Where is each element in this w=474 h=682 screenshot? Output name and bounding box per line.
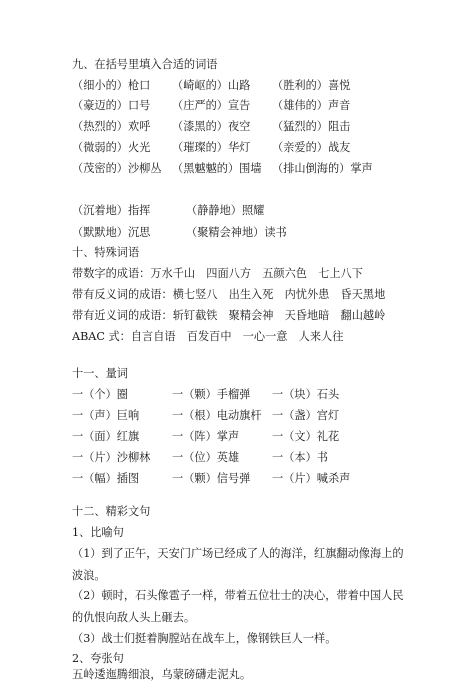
- measure-word-item: 一（幅）插图: [72, 472, 140, 485]
- idiom-line-numbers: 带数字的成语：万水千山 四面八方 五颜六色 七上八下: [72, 267, 363, 280]
- word-pair: （豪迈的）口号: [72, 99, 151, 112]
- measure-word-item: 一（片）沙柳林: [72, 451, 151, 464]
- word-pair: （热烈的）欢呼: [72, 120, 151, 133]
- example-sentence-1: （1）到了正午，天安门广场已经成了人的海洋，红旗翻动像海上的波浪。: [72, 547, 404, 582]
- section-12-heading: 十二、精彩文句: [72, 505, 151, 518]
- measure-word-item: 一（位）英雄: [172, 451, 240, 464]
- idiom-line-abac: ABAC 式：自言自语 百发百中 一心一意 人来人往: [72, 330, 344, 343]
- word-pair: （漆黑的）夜空: [172, 120, 251, 133]
- word-pair: （静静地）照耀: [186, 204, 265, 217]
- subsection-metaphor: 1、比喻句: [72, 526, 124, 539]
- word-pair: （猛烈的）阻击: [272, 120, 351, 133]
- word-pair: （细小的）枪口: [72, 79, 151, 92]
- measure-word-item: 一（块）石头: [272, 388, 340, 401]
- measure-word-item: 一（颗）信号弹: [172, 472, 251, 485]
- word-pair: （雄伟的）声音: [272, 99, 351, 112]
- measure-word-item: 一（根）电动旗杆: [172, 409, 262, 422]
- measure-word-item: 一（个）圈: [72, 388, 128, 401]
- example-sentence-3: （3）战士们挺着胸膛站在战车上，像钢铁巨人一样。: [72, 632, 337, 645]
- word-pair: （崎岖的）山路: [172, 79, 251, 92]
- word-pair: （庄严的）宣告: [172, 99, 251, 112]
- measure-word-item: 一（面）红旗: [72, 430, 140, 443]
- word-pair: （茂密的）沙柳丛: [72, 162, 162, 175]
- measure-word-item: 一（片）喊杀声: [272, 472, 351, 485]
- word-pair: （胜利的）喜悦: [272, 79, 351, 92]
- section-9-last-row: [72, 204, 265, 218]
- word-pair: （沉着地）指挥: [72, 204, 151, 217]
- measure-word-item: 一（文）礼花: [272, 430, 340, 443]
- measure-word-item: 一（阵）掌声: [172, 430, 240, 443]
- example-sentence-hyperbole: 五岭逶迤腾细浪，乌蒙磅礴走泥丸。: [72, 668, 252, 681]
- measure-word-item: 一（颗）手榴弹: [172, 388, 251, 401]
- word-pair: （排山倒海的）掌声: [272, 162, 373, 175]
- word-pair: （默默地）沉思: [72, 226, 151, 239]
- word-pair: （黑魆魆的）围墙: [172, 162, 262, 175]
- subsection-hyperbole: 2、夸张句: [72, 652, 124, 665]
- word-pair: （聚精会神地）读书: [186, 226, 287, 239]
- word-pair: （微弱的）火光: [72, 141, 151, 154]
- section-11-heading: 十一、量词: [72, 367, 128, 380]
- measure-word-item: 一（声）巨响: [72, 409, 140, 422]
- word-pair: （璀璨的）华灯: [172, 141, 251, 154]
- example-sentence-2: （2）顿时，石头像雹子一样，带着五位壮士的决心，带着中国人民的仇恨向敌人头上砸去。: [72, 589, 404, 624]
- word-pair: （亲爱的）战友: [272, 141, 351, 154]
- measure-word-item: 一（盏）宫灯: [272, 409, 340, 422]
- idiom-line-antonyms: 带有反义词的成语：横七竖八 出生入死 内忧外患 昏天黑地: [72, 288, 386, 301]
- section-10-heading: 十、特殊词语: [72, 246, 140, 259]
- section-9-heading: 九、在括号里填入合适的词语: [72, 58, 218, 71]
- idiom-line-synonyms: 带有近义词的成语：斩钉截铁 聚精会神 天昏地暗 翻山越岭: [72, 309, 386, 322]
- measure-word-item: 一（本）书: [272, 451, 328, 464]
